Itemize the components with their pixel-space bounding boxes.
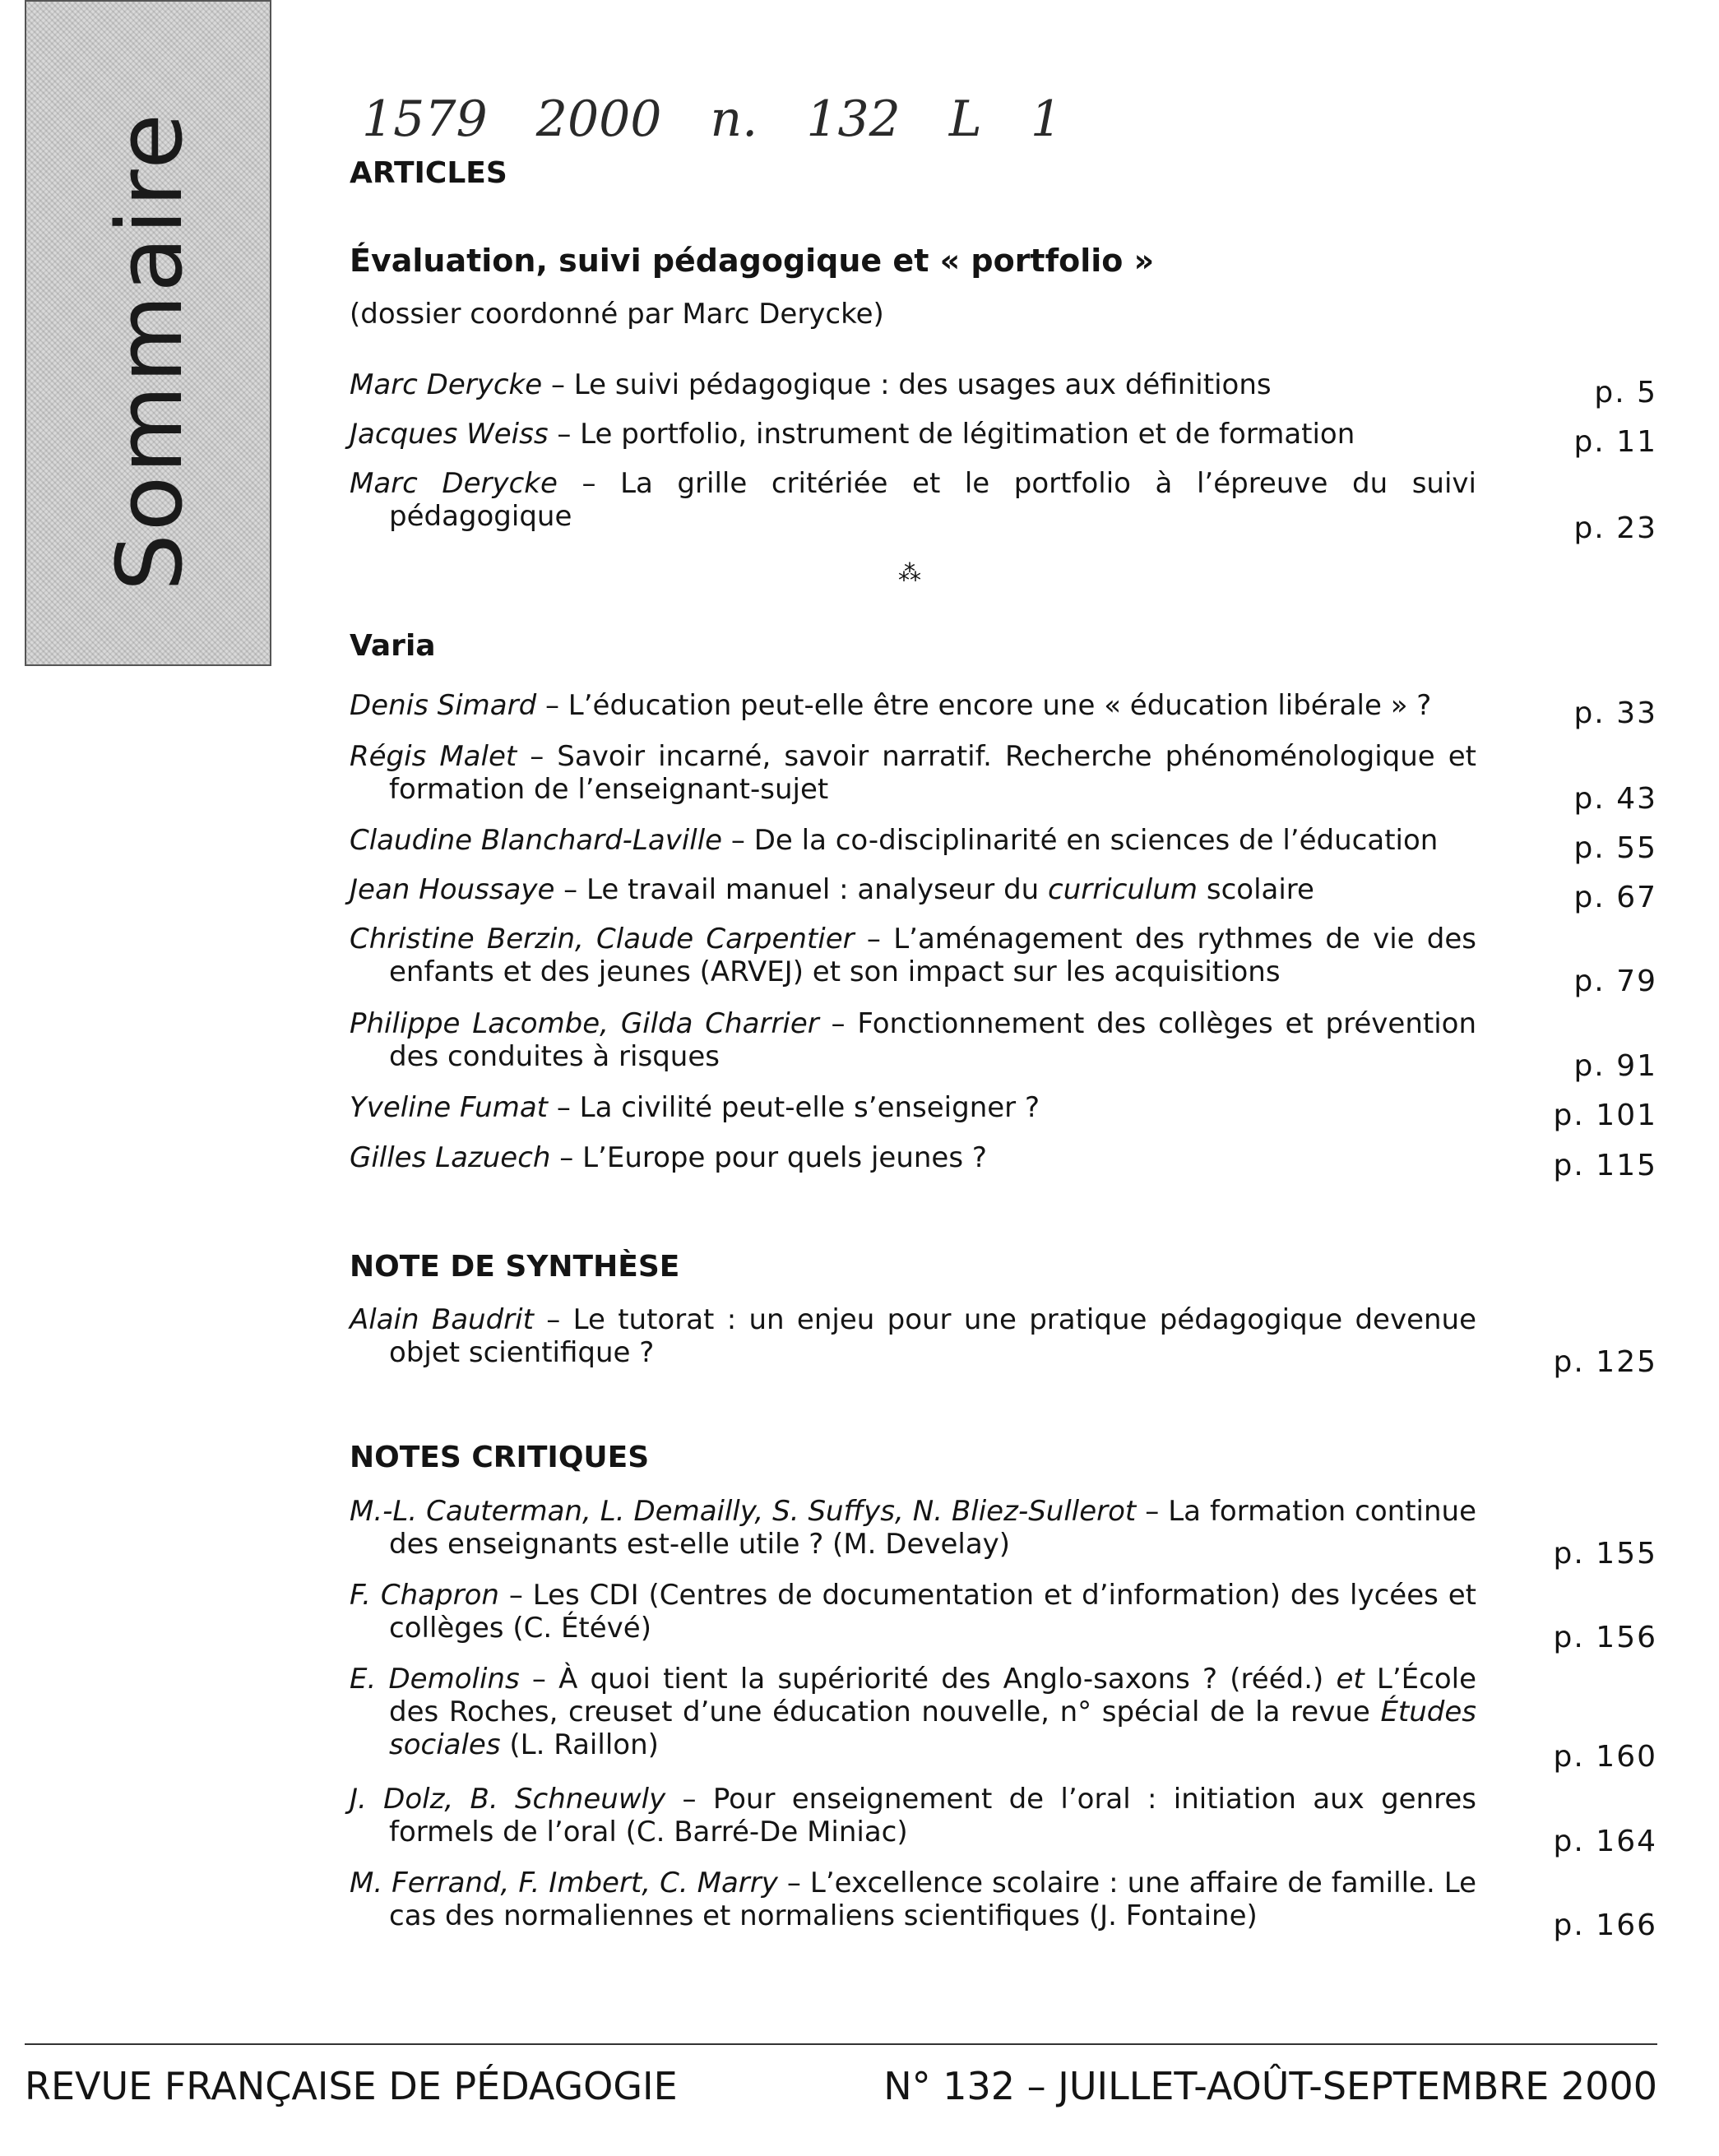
entry-author: M.-L. Cauterman, L. Demailly, S. Suffys, N. Bliez-Sullerot bbox=[350, 1495, 1137, 1528]
page-number: p. 43 bbox=[1573, 782, 1657, 816]
sommaire-sidebar bbox=[25, 0, 271, 666]
toc-entry bbox=[350, 418, 1657, 459]
page-number: p. 67 bbox=[1573, 881, 1657, 914]
entry-title: À quoi tient la supériorité des Anglo-saxons ? (rééd.) bbox=[558, 1663, 1324, 1696]
section-heading-note-synthese: NOTE DE SYNTHÈSE bbox=[350, 1250, 680, 1284]
entry-text: F. Chapron – Les CDI (Centres de documentation et d’information) des lycées et collèges (C. Étévé) bbox=[350, 1579, 1477, 1645]
toc-entry bbox=[350, 1007, 1657, 1083]
toc-entry bbox=[350, 1303, 1657, 1379]
toc-entry bbox=[350, 923, 1657, 998]
entry-author: Denis Simard bbox=[350, 689, 537, 722]
journal-name: REVUE FRANÇAISE DE PÉDAGOGIE bbox=[25, 2064, 678, 2108]
toc-entry bbox=[350, 873, 1657, 914]
entry-text: Claudine Blanchard-Laville – De la co-disciplinarité en sciences de l’éducation bbox=[350, 824, 1439, 857]
page-number: p. 33 bbox=[1573, 696, 1657, 730]
page-number: p. 115 bbox=[1553, 1149, 1657, 1182]
entry-author: M. Ferrand, F. Imbert, C. Marry bbox=[350, 1867, 778, 1899]
dossier-subtitle: (dossier coordonné par Marc Derycke) bbox=[350, 298, 884, 331]
entry-author: Gilles Lazuech bbox=[350, 1141, 551, 1174]
entry-author: Alain Baudrit bbox=[350, 1303, 534, 1336]
entry-text: Alain Baudrit – Le tutorat : un enjeu pour une pratique pédagogique devenue objet scientifique ? bbox=[350, 1303, 1477, 1369]
page-number: p. 155 bbox=[1553, 1537, 1657, 1571]
entry-title: La grille critériée et le portfolio à l’épreuve du suivi pédagogique bbox=[389, 467, 1476, 533]
toc-entry bbox=[350, 1579, 1657, 1654]
page-number: p. 79 bbox=[1573, 965, 1657, 998]
entry-author: Yveline Fumat bbox=[350, 1091, 548, 1124]
entry-text: Jean Houssaye – Le travail manuel : analyseur du curriculum scolaire bbox=[350, 873, 1314, 906]
entry-text: Marc Derycke – Le suivi pédagogique : des usages aux définitions bbox=[350, 368, 1272, 401]
entry-author: Philippe Lacombe, Gilda Charrier bbox=[350, 1007, 819, 1040]
entry-text: M. Ferrand, F. Imbert, C. Marry – L’excellence scolaire : une affaire de famille. Le cas des normaliennes et normaliens scientifiques (J. Fontaine) bbox=[350, 1867, 1477, 1932]
page-number: p. 156 bbox=[1553, 1621, 1657, 1654]
entry-text: Gilles Lazuech – L’Europe pour quels jeunes ? bbox=[350, 1141, 987, 1174]
journal-title: Études sociales bbox=[389, 1696, 1477, 1761]
entry-text: Yveline Fumat – La civilité peut-elle s’enseigner ? bbox=[350, 1091, 1040, 1124]
entry-text: Denis Simard – L’éducation peut-elle être encore une « éducation libérale » ? bbox=[350, 689, 1432, 722]
entry-title: Le portfolio, instrument de légitimation et de formation bbox=[580, 418, 1355, 451]
page-number: p. 91 bbox=[1573, 1049, 1657, 1083]
entry-title: L’excellence scolaire : une affaire de famille. Le cas des normaliennes et normaliens scientifiques (J. Fontaine) bbox=[389, 1867, 1477, 1932]
entry-text: E. Demolins – À quoi tient la supériorité des Anglo-saxons ? (rééd.) et L’École des Roches, creuset d’une éducation nouvelle, n° spécial de la revue Études sociales (L. Raillon) bbox=[350, 1663, 1477, 1761]
entry-title-italic: curriculum bbox=[1048, 873, 1198, 906]
entry-title: Le suivi pédagogique : des usages aux définitions bbox=[573, 368, 1272, 401]
entry-author: Christine Berzin, Claude Carpentier bbox=[350, 923, 855, 955]
entry-text: M.-L. Cauterman, L. Demailly, S. Suffys, N. Bliez-Sullerot – La formation continue des enseignants est-elle utile ? (M. Develay) bbox=[350, 1495, 1477, 1561]
sidebar-title: Sommaire bbox=[97, 111, 202, 591]
page-number: p. 166 bbox=[1553, 1908, 1657, 1942]
section-separator: ⁂ bbox=[898, 559, 921, 586]
section-heading-varia: Varia bbox=[350, 629, 436, 663]
entry-title: Les CDI (Centres de documentation et d’information) des lycées et collèges (C. Étévé) bbox=[389, 1579, 1477, 1645]
page-number: p. 160 bbox=[1553, 1740, 1657, 1774]
footer-divider bbox=[25, 2043, 1657, 2045]
entry-title: L’éducation peut-elle être encore une « éducation libérale » ? bbox=[568, 689, 1432, 722]
dossier-title: Évaluation, suivi pédagogique et « portfolio » bbox=[350, 243, 1155, 279]
toc-entry bbox=[350, 1783, 1657, 1858]
toc-entry bbox=[350, 740, 1657, 816]
toc-entry bbox=[350, 467, 1657, 545]
entry-title: L’aménagement des rythmes de vie des enfants et des jeunes (ARVEJ) et son impact sur les acquisitions bbox=[389, 923, 1477, 988]
entry-title: Le tutorat : un enjeu pour une pratique pédagogique devenue objet scientifique ? bbox=[389, 1303, 1477, 1369]
page-number: p. 101 bbox=[1553, 1099, 1657, 1132]
entry-title: Fonctionnement des collèges et prévention des conduites à risques bbox=[389, 1007, 1476, 1073]
entry-author: E. Demolins bbox=[350, 1663, 520, 1696]
toc-entry bbox=[350, 1091, 1657, 1132]
toc-entry bbox=[350, 689, 1657, 730]
page-number: p. 5 bbox=[1594, 376, 1657, 409]
entry-author: Claudine Blanchard-Laville bbox=[350, 824, 723, 857]
section-heading-notes-critiques: NOTES CRITIQUES bbox=[350, 1441, 650, 1474]
toc-entry bbox=[350, 1495, 1657, 1571]
handwritten-note: 1579 2000 n. 132 L 1 bbox=[362, 90, 1063, 148]
toc-entry bbox=[350, 368, 1657, 409]
entry-author: Marc Derycke bbox=[350, 368, 543, 401]
toc-entry bbox=[350, 1663, 1657, 1774]
page-number: p. 125 bbox=[1553, 1345, 1657, 1379]
entry-title: La civilité peut-elle s’enseigner ? bbox=[579, 1091, 1040, 1124]
issue-info: N° 132 – JUILLET-AOÛT-SEPTEMBRE 2000 bbox=[883, 2064, 1657, 2108]
entry-title: La formation continue des enseignants est-elle utile ? (M. Develay) bbox=[389, 1495, 1477, 1561]
toc-entry bbox=[350, 824, 1657, 865]
entry-author: F. Chapron bbox=[350, 1579, 499, 1612]
entry-text: Christine Berzin, Claude Carpentier – L’aménagement des rythmes de vie des enfants et des jeunes (ARVEJ) et son impact sur les acquisitions bbox=[350, 923, 1477, 988]
entry-author: Régis Malet bbox=[350, 740, 517, 773]
toc-entry bbox=[350, 1867, 1657, 1942]
page-number: p. 11 bbox=[1573, 425, 1657, 459]
entry-text: J. Dolz, B. Schneuwly – Pour enseignement de l’oral : initiation aux genres formels de l’oral (C. Barré-De Miniac) bbox=[350, 1783, 1476, 1848]
entry-text: Régis Malet – Savoir incarné, savoir narratif. Recherche phénoménologique et formation de l’enseignant-sujet bbox=[350, 740, 1476, 806]
entry-title: Savoir incarné, savoir narratif. Recherche phénoménologique et formation de l’enseignant-sujet bbox=[389, 740, 1476, 806]
entry-text: Marc Derycke – La grille critériée et le portfolio à l’épreuve du suivi pédagogique bbox=[350, 467, 1476, 533]
entry-text: Jacques Weiss – Le portfolio, instrument de légitimation et de formation bbox=[350, 418, 1355, 451]
section-heading-articles: ARTICLES bbox=[350, 156, 507, 190]
entry-text: Philippe Lacombe, Gilda Charrier – Fonctionnement des collèges et prévention des conduites à risques bbox=[350, 1007, 1476, 1073]
entry-author: Jacques Weiss bbox=[350, 418, 549, 451]
page-number: p. 23 bbox=[1573, 511, 1657, 545]
page-number: p. 55 bbox=[1573, 831, 1657, 865]
entry-title: Pour enseignement de l’oral : initiation aux genres formels de l’oral (C. Barré-De Miniac) bbox=[389, 1783, 1476, 1848]
entry-author: Jean Houssaye bbox=[350, 873, 555, 906]
entry-title: Le travail manuel : analyseur du bbox=[586, 873, 1040, 906]
page-number: p. 164 bbox=[1553, 1825, 1657, 1858]
toc-entry bbox=[350, 1141, 1657, 1182]
entry-title: L’Europe pour quels jeunes ? bbox=[582, 1141, 987, 1174]
entry-author: Marc Derycke bbox=[350, 467, 558, 500]
entry-author: J. Dolz, B. Schneuwly bbox=[350, 1783, 666, 1816]
entry-title: De la co-disciplinarité en sciences de l’éducation bbox=[753, 824, 1439, 857]
